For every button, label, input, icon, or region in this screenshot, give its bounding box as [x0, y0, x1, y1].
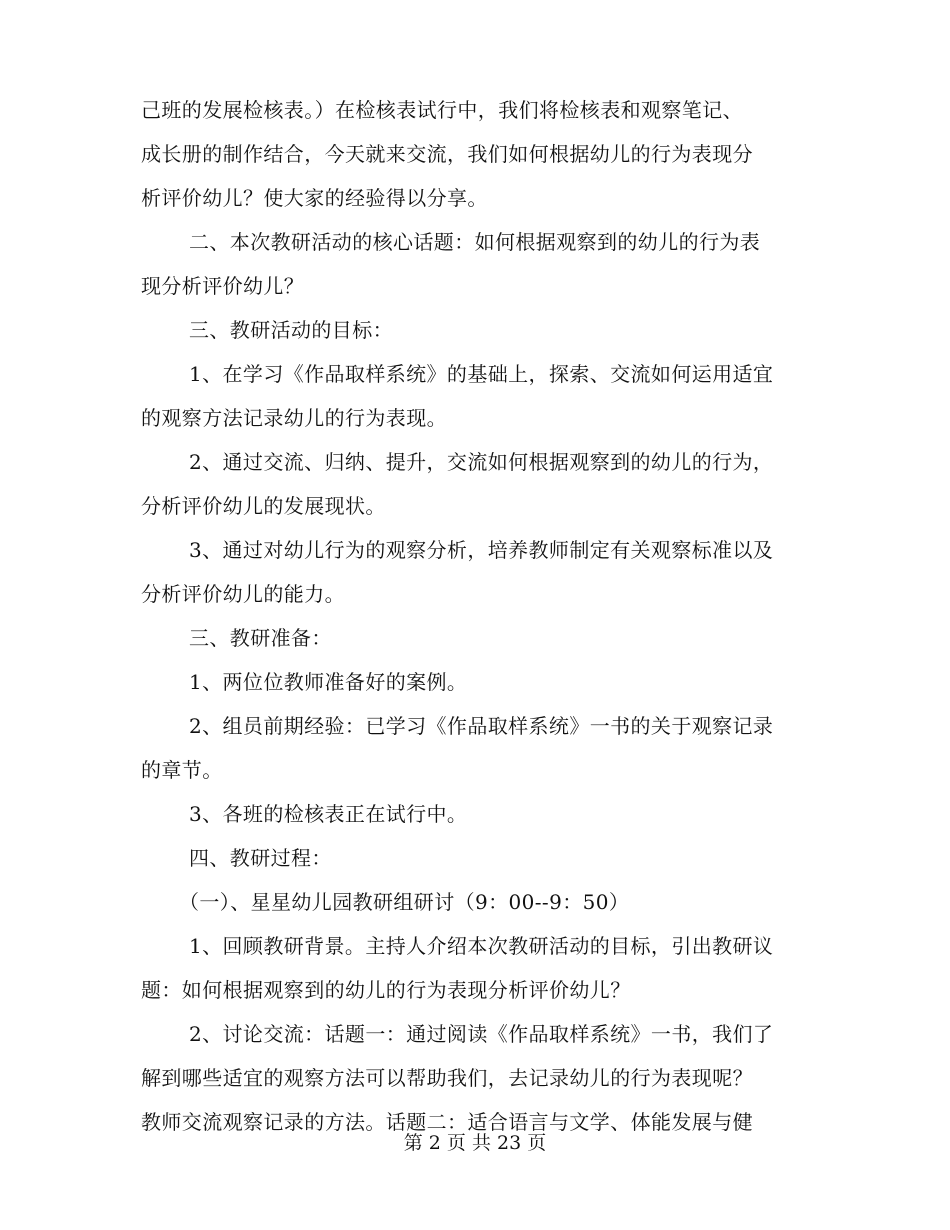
list-item: 3、各班的检核表正在试行中。: [189, 802, 468, 826]
text-line: 教师交流观察记录的方法。话题二：适合语言与文学、体能发展与健: [141, 1110, 753, 1134]
list-item: 1、在学习《作品取样系统》的基础上，探索、交流如何运用适宜: [189, 362, 774, 386]
list-item: 2、通过交流、归纳、提升，交流如何根据观察到的幼儿的行为，: [189, 450, 774, 474]
list-item: 2、组员前期经验：已学习《作品取样系统》一书的关于观察记录: [189, 714, 774, 738]
text-line: 的观察方法记录幼儿的行为表现。: [141, 406, 447, 430]
section-heading: 三、教研准备：: [189, 626, 332, 650]
subsection-heading: （一）、星星幼儿园教研组研讨（9：00--9：50）: [179, 890, 630, 914]
section-heading: 二、本次教研活动的核心话题：如何根据观察到的幼儿的行为表: [189, 230, 761, 254]
list-item: 1、回顾教研背景。主持人介绍本次教研活动的目标，引出教研议: [189, 934, 774, 958]
text-line: 现分析评价幼儿？: [141, 274, 305, 298]
list-item: 2、讨论交流：话题一：通过阅读《作品取样系统》一书，我们了: [189, 1022, 774, 1046]
list-item: 3、通过对幼儿行为的观察分析，培养教师制定有关观察标准以及: [189, 538, 774, 562]
text-line: 分析评价幼儿的发展现状。: [141, 494, 386, 518]
text-line: 题：如何根据观察到的幼儿的行为表现分析评价幼儿？: [141, 978, 631, 1002]
text-line: 成长册的制作结合，今天就来交流，我们如何根据幼儿的行为表现分: [141, 142, 753, 166]
text-line: 的章节。: [141, 758, 223, 782]
page-number: 第 2 页 共 23 页: [403, 1132, 547, 1154]
list-item: 1、两位位教师准备好的案例。: [189, 670, 468, 694]
document-body: [141, 88, 813, 1144]
section-heading: 三、教研活动的目标：: [189, 318, 393, 342]
text-line: 析评价幼儿？使大家的经验得以分享。: [141, 186, 488, 210]
section-heading: 四、教研过程：: [189, 846, 332, 870]
text-line: 解到哪些适宜的观察方法可以帮助我们，去记录幼儿的行为表现呢？: [141, 1066, 753, 1090]
text-line: 己班的发展检核表。）在检核表试行中，我们将检核表和观察笔记、: [141, 98, 743, 122]
text-line: 分析评价幼儿的能力。: [141, 582, 345, 606]
